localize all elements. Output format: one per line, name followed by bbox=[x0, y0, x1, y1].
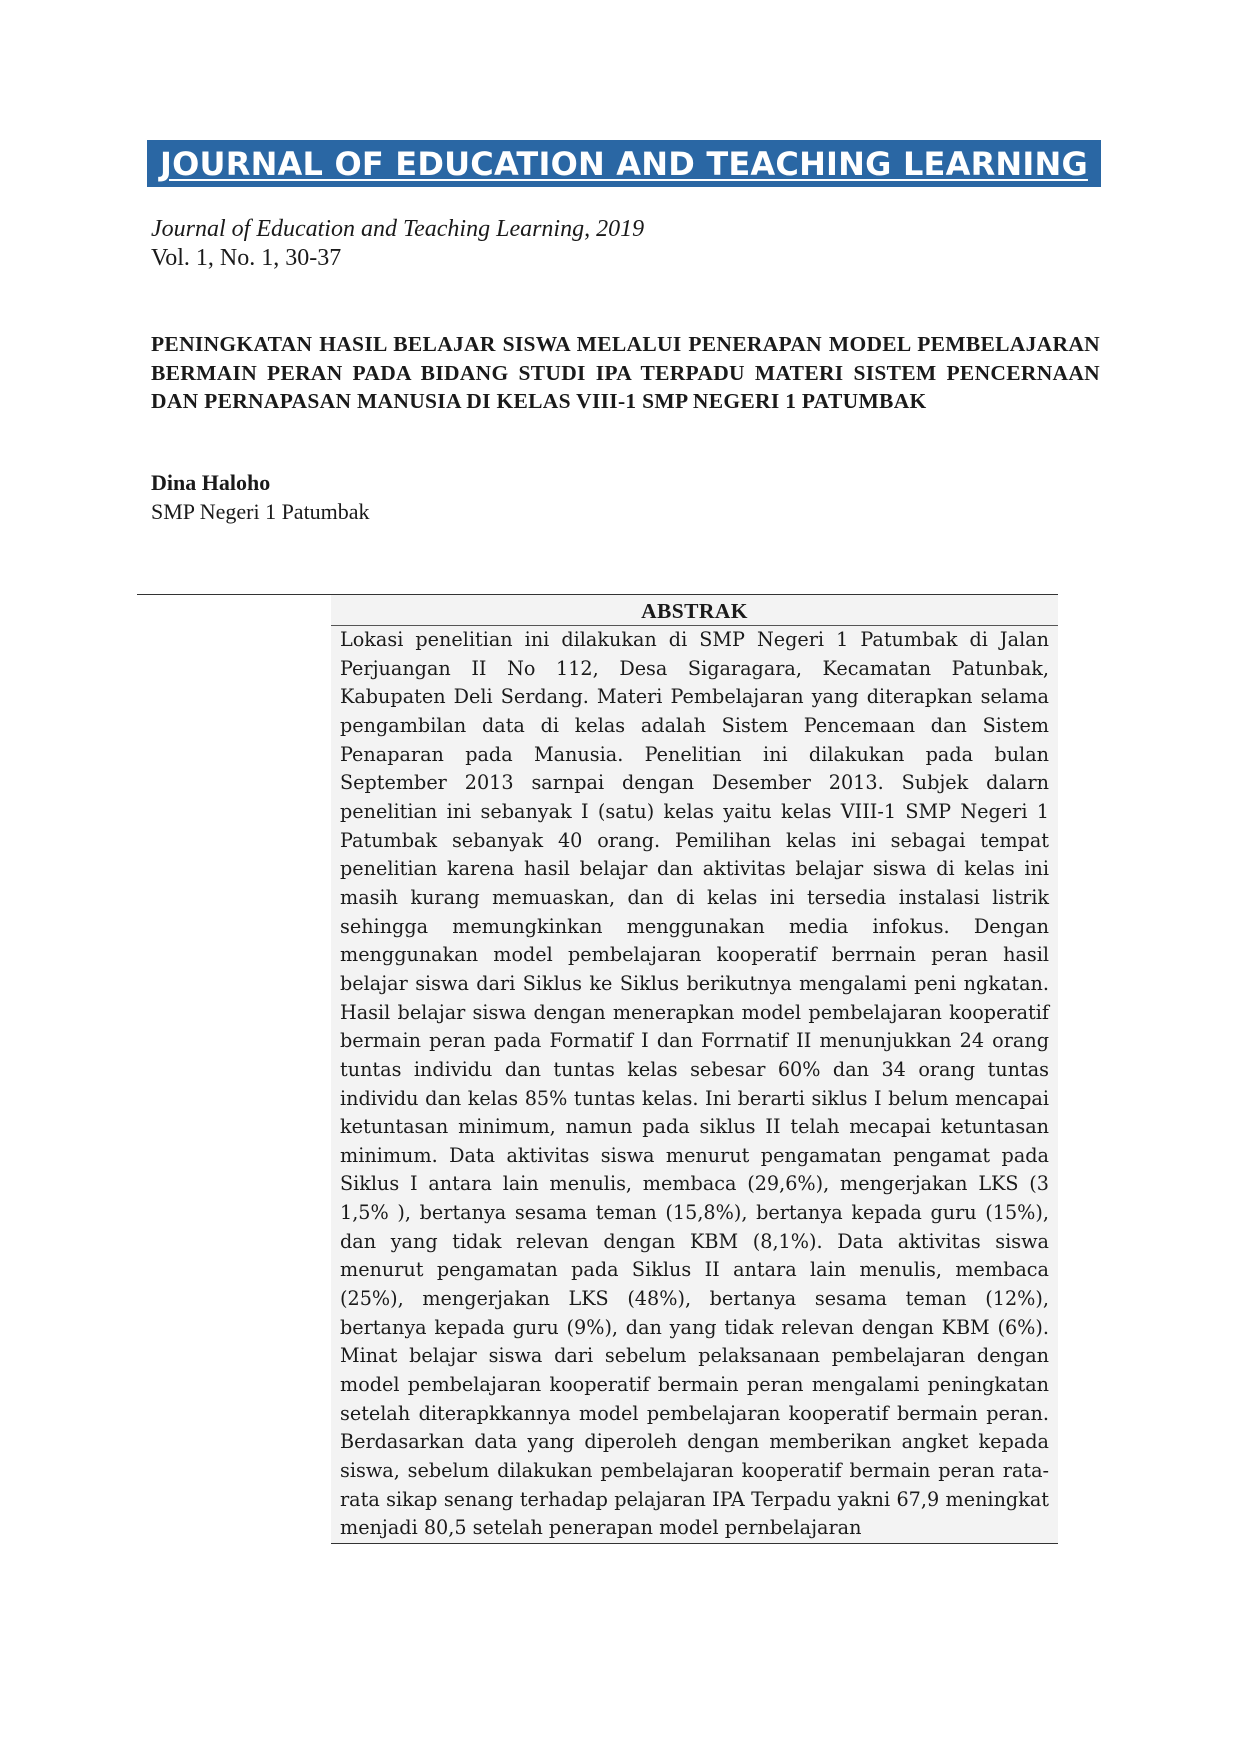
article-title: PENINGKATAN HASIL BELAJAR SISWA MELALUI PENERAPAN MODEL PEMBELAJARAN BERMAIN PERAN PADA BIDANG STUDI IPA TERPADU MATERI SISTEM PENCERNAAN DAN PERNAPASAN MANUSIA DI KELAS VIII-1 SMP NEGERI 1 PATUMBAK bbox=[151, 332, 1100, 413]
author-name: Dina Haloho bbox=[151, 470, 271, 495]
abstract-text: Lokasi penelitian ini dilakukan di SMP Negeri 1 Patumbak di Jalan Perjuangan II No 112, Desa Sigaragara, Kecamatan Patunbak, Kabupaten Deli Serdang. Materi Pembelajaran yang diterapkan selama pengambilan data di kelas adalah Sistem Pencemaan dan Sistem Penaparan pada Manusia. Penelitian ini dilakukan pada bulan September 2013 sarnpai dengan Desember 2013. Subjek dalarn penelitian ini sebanyak I (satu) kelas yaitu kelas VIII-1 SMP Negeri 1 Patumbak sebanyak 40 orang. Pemilihan kelas ini sebagai tempat penelitian karena hasil belajar dan aktivitas belajar siswa di kelas ini masih kurang memuaskan, dan di kelas ini tersedia instalasi listrik sehingga memungkinkan menggunakan media infokus. Dengan menggunakan model pembelajaran kooperatif berrnain peran hasil belajar siswa dari Siklus ke Siklus berikutnya mengalami peni ngkatan. Hasil belajar siswa dengan menerapkan model pembelajaran kooperatif bermain peran pada Formatif I dan Forrnatif II menunjukkan 24 orang tuntas individu dan tuntas kelas sebesar 60% dan 34 orang tuntas individu dan kelas 85% tuntas kelas. Ini berarti siklus I belum mencapai ketuntasan minimum, namun pada siklus II telah mecapai ketuntasan minimum. Data aktivitas siswa menurut pengamatan pengamat pada Siklus I antara lain menulis, membaca (29,6%), mengerjakan LKS (3 1,5% ), bertanya sesama teman (15,8%), bertanya kepada guru (15%), dan yang tidak relevan dengan KBM (8,1%). Data aktivitas siswa menurut pengamatan pada Siklus II antara lain menulis, membaca (25%), mengerjakan LKS (48%), bertanya sesama teman (12%), bertanya kepada guru (9%), dan yang tidak relevan dengan KBM (6%). Minat belajar siswa dari sebelum pelaksanaan pembelajaran dengan model pembelajaran kooperatif bermain peran mengalami peningkatan setelah diterapkkannya model pembelajaran kooperatif bermain peran. Berdasarkan data yang diperoleh dengan memberikan angket kepada siswa, sebelum dilakukan pembelajaran kooperatif bermain peran rata-rata sikap senang terhadap pelajaran IPA Terpadu yakni 67,9 meningkat menjadi 80,5 setelah penerapan model pernbelajaran bbox=[340, 628, 1049, 1540]
abstract-section bbox=[331, 594, 1058, 1544]
citation-volume: Vol. 1, No. 1, 30-37 bbox=[151, 245, 342, 271]
abstract-heading: ABSTRAK bbox=[331, 595, 1058, 626]
journal-banner-title: JOURNAL OF EDUCATION AND TEACHING LEARNING bbox=[160, 144, 1088, 183]
citation-journal-name: Journal of Education and Teaching Learning, 2019 bbox=[151, 216, 645, 242]
journal-banner bbox=[147, 140, 1101, 187]
divider-rule bbox=[137, 594, 332, 595]
author-affiliation: SMP Negeri 1 Patumbak bbox=[151, 499, 370, 524]
